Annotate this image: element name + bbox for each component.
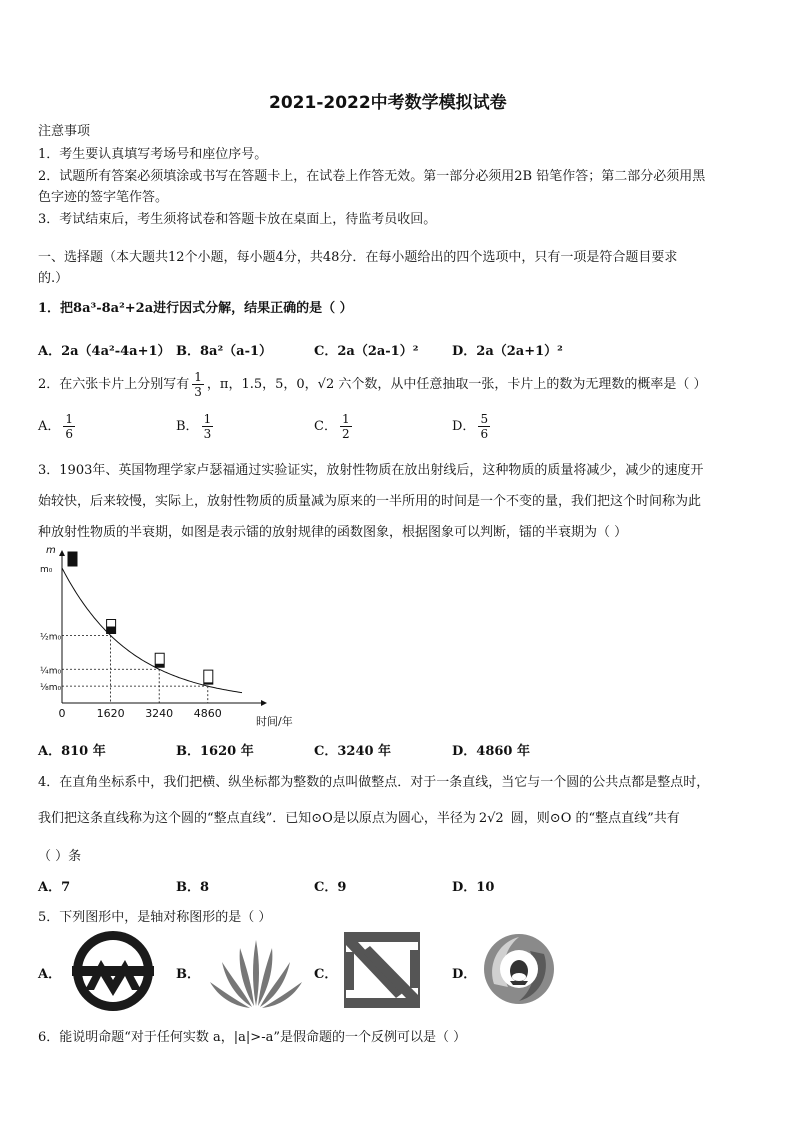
q3-option-a: A．810 年 [38, 744, 106, 759]
section-heading-cont: 的.） [38, 271, 69, 286]
q2-stem-after: ，π，1.5，5，0，√2 六个数，从中任意抽取一张，卡片上的数为无理数的概率是（ ） [206, 377, 707, 392]
q1-option-c: C．2a（2a-1）² [314, 344, 419, 359]
q5-option-d-label: D． [452, 967, 477, 982]
x-tick-label: 0 [58, 707, 66, 720]
sample-box [204, 670, 213, 684]
section-heading: 一、选择题（本大题共12个小题，每小题4分，共48分．在每小题给出的四个选项中，只有一项是符合题目要求 [38, 250, 678, 265]
q2-option-frac [340, 412, 352, 441]
notice-item: 2．试题所有答案必须填涂或书写在答题卡上，在试卷上作答无效。第一部分必须用2B 铅笔作答；第二部分必须用黑 [38, 169, 706, 184]
decay-chart [34, 543, 304, 733]
x-tick-label: 4860 [193, 707, 222, 720]
y-tick-label: m₀ [40, 565, 53, 575]
sample-fill [107, 627, 116, 634]
question-3-line: 种放射性物质的半衰期，如图是表示镭的放射规律的函数图象，根据图象可以判断，镭的半衰期为（ ） [38, 525, 628, 540]
q3-option-b: B．1620 年 [176, 744, 254, 759]
frac-den: 6 [65, 427, 74, 441]
qq-logo-icon [482, 929, 556, 1009]
q2-option-label: C． [314, 419, 337, 434]
frac-den: 3 [203, 427, 212, 441]
q4-radius: 2√2 [478, 811, 504, 826]
question-4-line: （ ）条 [38, 849, 82, 864]
y-tick-label: ½m₀ [40, 632, 62, 643]
q2-option-label: A． [38, 419, 61, 434]
x-tick-label: 3240 [145, 707, 174, 720]
q2-option-label: B． [176, 419, 199, 434]
decay-curve [62, 568, 242, 693]
q3-option-c: C．3240 年 [314, 744, 392, 759]
y-axis-label: m [46, 545, 56, 556]
page-title: 2021-2022中考数学模拟试卷 [269, 93, 507, 113]
q5-option-c-label: C． [314, 967, 338, 982]
question-1-stem: 1．把8a³-8a²+2a进行因式分解，结果正确的是（ ） [38, 301, 353, 316]
y-tick-label: ⅛m₀ [40, 683, 62, 694]
q2-frac-den: 3 [194, 385, 202, 399]
petal-logo-icon [208, 934, 304, 1010]
q5-option-a-label: A． [38, 967, 62, 982]
question-3-line: 3．1903年、英国物理学家卢瑟福通过实验证实，放射性物质在放出射线后，这种物质的质量将减少，减少的速度开 [38, 463, 704, 478]
q2-option-frac [478, 412, 490, 441]
metro-logo-icon [72, 930, 154, 1012]
q1-option-a: A．2a（4a²-4a+1） [38, 344, 171, 359]
x-axis-label: 时间/年 [256, 715, 293, 728]
frac-num: 1 [65, 412, 74, 426]
q2-fraction [192, 370, 204, 399]
notice-item: 色字迹的签字笔作答。 [38, 190, 169, 205]
question-6-stem: 6．能说明命题“对于任何实数 a，|a|>-a”是假命题的一个反例可以是（ ） [38, 1030, 467, 1045]
q2-option-label: D． [452, 419, 476, 434]
sample-fill [68, 552, 77, 566]
q1-option-b: B．8a²（a-1） [176, 344, 273, 359]
notice-item: 3．考试结束后，考生须将试卷和答题卡放在桌面上，待监考员收回。 [38, 212, 437, 227]
y-tick-label: ¼m₀ [40, 666, 62, 677]
q2-frac-num: 1 [194, 370, 202, 384]
q1-option-d: D．2a（2a+1）² [452, 344, 563, 359]
notice-item: 1．考生要认真填写考场号和座位序号。 [38, 147, 268, 162]
frac-num: 1 [341, 412, 350, 426]
x-tick-label: 1620 [96, 707, 125, 720]
q2-option-c [314, 412, 355, 441]
q4-option-b: B．8 [176, 880, 210, 895]
q4-text-before: 我们把这条直线称为这个圆的“整点直线”．已知⊙O是以原点为圆心，半径为 [38, 811, 476, 826]
geometric-logo-icon [344, 932, 420, 1008]
frac-num: 5 [480, 412, 489, 426]
q4-option-a: A．7 [38, 880, 71, 895]
notice-heading: 注意事项 [38, 124, 91, 139]
frac-num: 1 [203, 412, 212, 426]
question-3-line: 始较快，后来较慢，实际上，放射性物质的质量减为原来的一半所用的时间是一个不变的量，我们把这个时间称为此 [38, 494, 702, 509]
q4-text-after: 圆，则⊙O 的“整点直线”共有 [506, 811, 680, 826]
q2-option-frac [63, 412, 75, 441]
question-4-line [38, 807, 680, 826]
q5-option-b-label: B． [176, 967, 200, 982]
q2-stem-before: 2．在六张卡片上分别写有 [38, 377, 190, 392]
q2-option-b [176, 412, 216, 441]
question-2-stem [38, 370, 707, 399]
q2-option-d [452, 412, 493, 441]
sample-fill [155, 664, 164, 668]
question-5-stem: 5．下列图形中，是轴对称图形的是（ ） [38, 910, 272, 925]
frac-den: 2 [341, 427, 350, 441]
q4-option-c: C．9 [314, 880, 347, 895]
q3-option-d: D．4860 年 [452, 744, 530, 759]
q2-option-frac [202, 412, 214, 441]
frac-den: 6 [480, 427, 489, 441]
sample-fill [204, 682, 213, 684]
question-4-line: 4．在直角坐标系中，我们把横、纵坐标都为整数的点叫做整点．对于一条直线，当它与一个圆的公共点都是整点时， [38, 775, 710, 790]
q4-option-d: D．10 [452, 880, 495, 895]
q2-option-a [38, 412, 78, 441]
